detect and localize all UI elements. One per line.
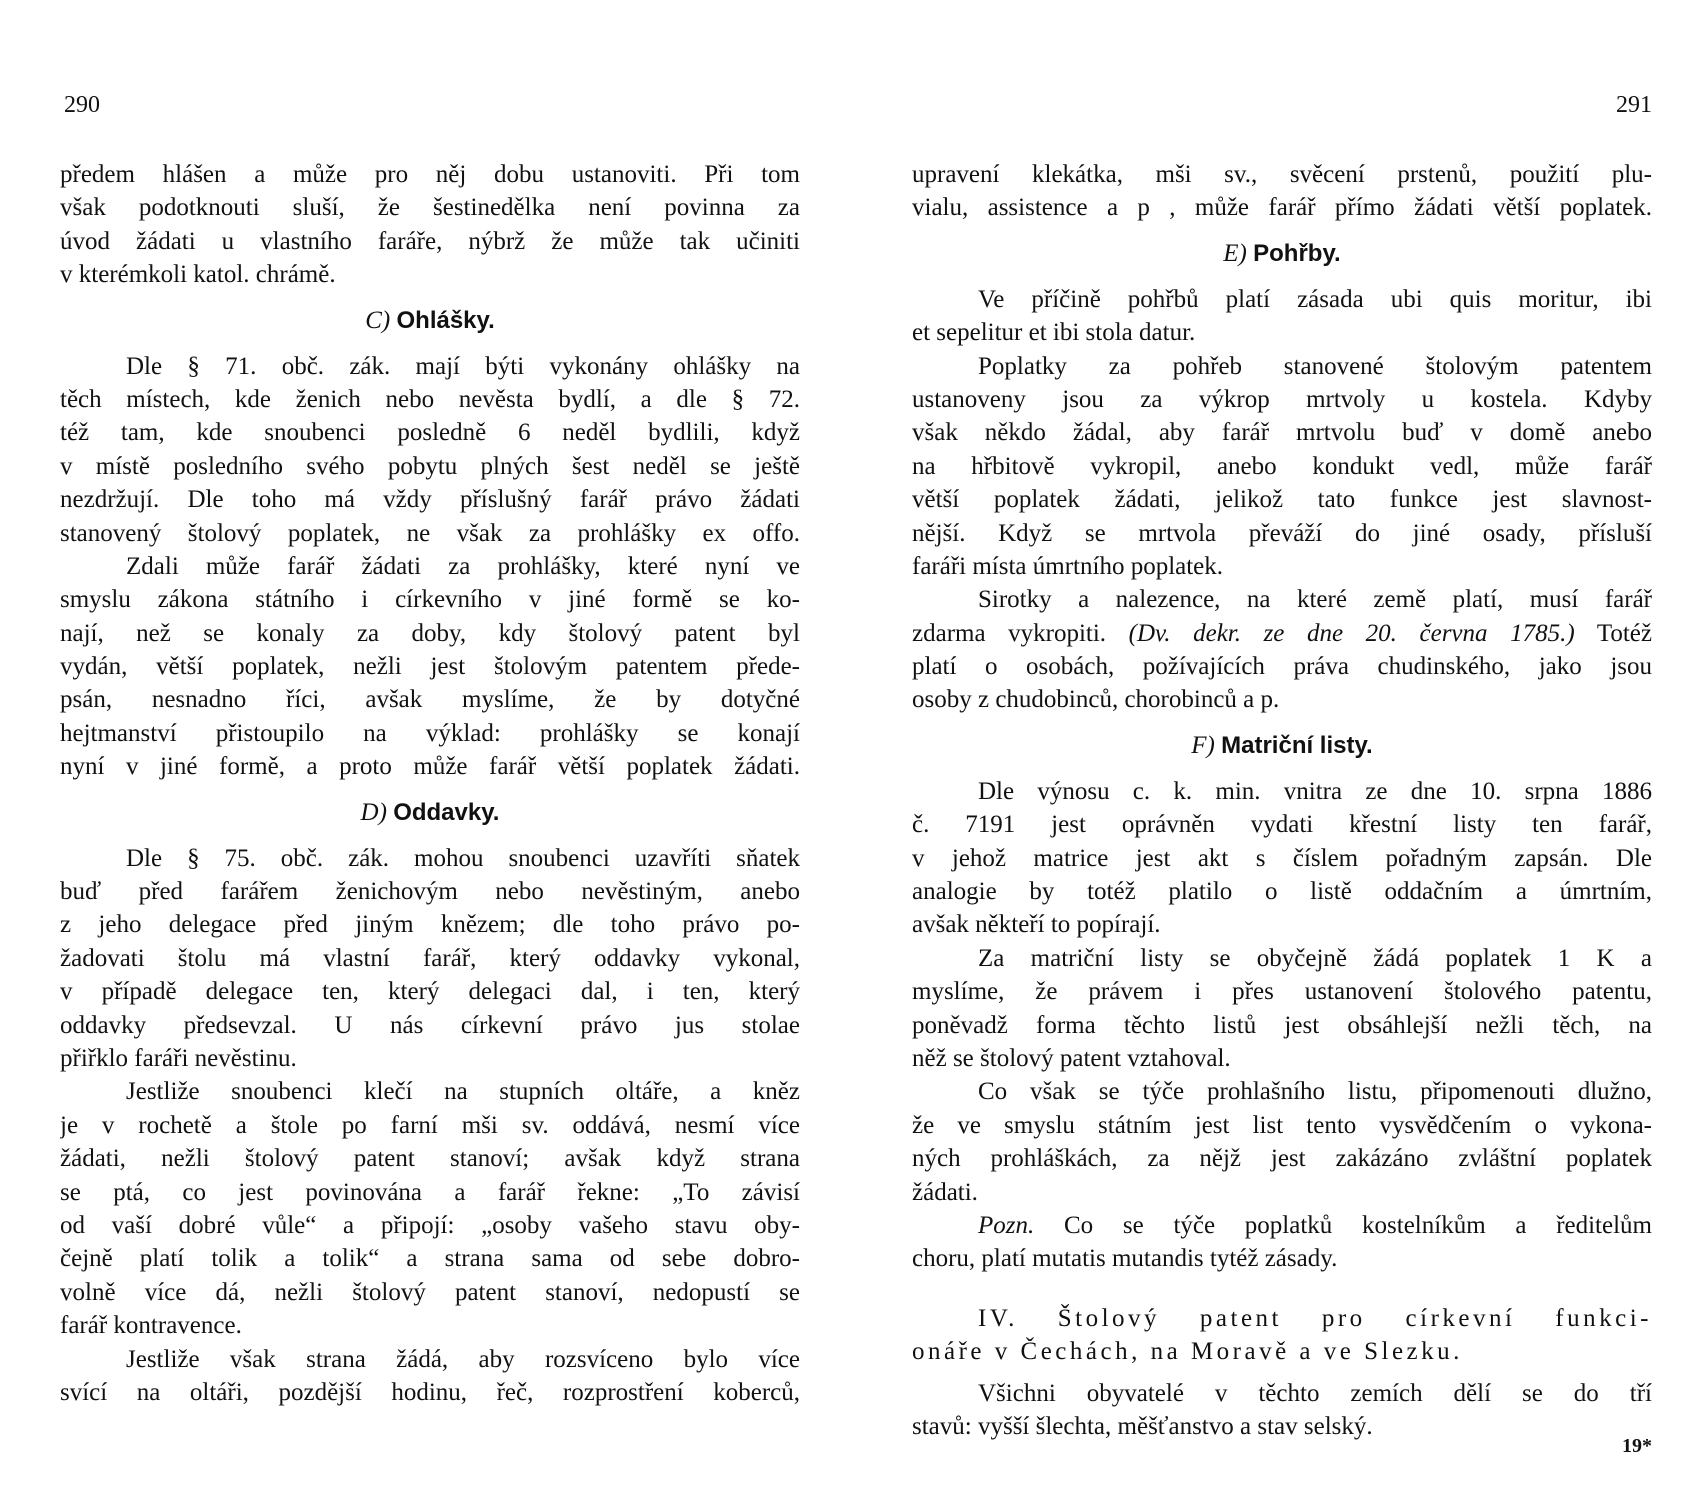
text-line: platí o osobách, požívajících práva chudinského, jako jsou — [912, 653, 1652, 681]
text-line: se ptá, co jest povinována a farář řekne: „To závisí — [60, 1178, 800, 1206]
paragraph — [912, 1209, 1652, 1276]
text-line: že ve smyslu státním jest list tento vysvědčením o vykona- — [912, 1111, 1652, 1139]
paragraph — [912, 775, 1652, 942]
text-line: však podotknouti sluší, že šestinedělka není povinna za — [60, 194, 800, 222]
text-line: upravení klekátka, mši sv., svěcení prstenů, použití plu- — [912, 161, 1652, 188]
section-title: Matriční listy. — [1221, 731, 1373, 759]
text-line: předem hlášen a může pro něj dobu ustanoviti. Při tom — [60, 161, 800, 188]
right-page-text — [912, 158, 1652, 1443]
text-line: Dle § 71. obč. zák. mají býti vykonány ohlášky na — [126, 352, 800, 380]
text-line: od vaší dobré vůle“ a připojí: „osoby vašeho stavu oby- — [60, 1211, 800, 1239]
text-line: Dle výnosu c. k. min. vnitra ze dne 10. srpna 1886 — [978, 777, 1652, 805]
text-line: hejtmanství přistoupilo na výklad: prohlášky se konají — [60, 719, 800, 747]
section-heading-e — [912, 225, 1652, 283]
section-heading-c — [60, 292, 800, 350]
text-line: v kterémkoli katol. chrámě. — [60, 261, 336, 289]
text-line: nyní v jiné formě, a proto může farář větší poplatek žádati. — [60, 753, 800, 781]
text-line: analogie by totéž platilo o listě oddačním a úmrtním, — [912, 878, 1652, 906]
text-line: choru, platí mutatis mutandis tytéž zásady. — [912, 1245, 1338, 1273]
text-line: žádati, nežli štolový patent stanoví; avšak když strana — [60, 1145, 800, 1173]
text-line: Dle § 75. obč. zák. mohou snoubenci uzavříti sňatek — [126, 844, 800, 872]
paragraph — [60, 842, 800, 1076]
paragraph — [60, 350, 800, 550]
section-title: Pohřby. — [1253, 239, 1341, 267]
text-line: onáře v Čechách, na Moravě a ve Slezku. — [912, 1338, 1463, 1366]
left-page-text — [60, 158, 800, 1409]
text-line: stanovený štolový poplatek, ne však za prohlášky ex offo. — [60, 519, 800, 547]
section-letter: D) — [360, 798, 387, 826]
text-line: úvod žádati u vlastního faráře, nýbrž že může tak učiniti — [60, 227, 800, 255]
text-line: v případě delegace ten, který delegaci dal, i ten, který — [60, 978, 800, 1006]
paragraph — [912, 158, 1652, 225]
text-line: svící na oltáři, pozdější hodinu, řeč, rozprostření koberců, — [60, 1378, 800, 1406]
text-line: vialu, assistence a p , může farář přímo žádati větší poplatek. — [912, 194, 1652, 222]
text-line: je v rochetě a štole po farní mši sv. oddává, nesmí více — [60, 1111, 800, 1139]
text-line: Poplatky za pohřeb stanovené štolovým patentem — [978, 352, 1652, 380]
paragraph — [60, 550, 800, 784]
text-line: čejně platí tolik a tolik“ a strana sama od sebe dobro- — [60, 1245, 800, 1273]
text-line: IV. Štolový patent pro církevní funkci- — [978, 1304, 1652, 1332]
section-title: Ohlášky. — [396, 306, 495, 334]
text-line: osoby z chudobinců, chorobinců a p. — [912, 686, 1280, 714]
text-line: Jestliže snoubenci klečí na stupních oltáře, a kněz — [126, 1078, 800, 1106]
text-line: nezdržují. Dle toho má vždy příslušný farář právo žádati — [60, 486, 800, 514]
page-number-left: 290 — [64, 92, 100, 118]
text-span: zdarma vykropiti. — [912, 619, 1129, 647]
text-line: v jehož matrice jest akt s číslem pořadným zapsán. Dle — [912, 844, 1652, 872]
text-line: et sepelitur et ibi stola datur. — [912, 319, 1196, 347]
text-line: ustanoveny jsou za výkrop mrtvoly u kostela. Kdyby — [912, 385, 1652, 413]
text-line — [912, 1209, 1652, 1242]
text-line: nají, než se konaly za doby, kdy štolový patent byl — [60, 619, 800, 647]
text-line: Co však se týče prohlašního listu, připomenouti dlužno, — [978, 1078, 1652, 1106]
text-line: žádati. — [912, 1178, 978, 1206]
section-title: Oddavky. — [393, 798, 500, 826]
spacer — [912, 1276, 1652, 1302]
text-line: avšak někteří to popírají. — [912, 911, 1161, 939]
text-line: ných prohláškách, za nějž jest zakázáno zvláštní poplatek — [912, 1145, 1652, 1173]
paragraph — [912, 283, 1652, 350]
paragraph — [912, 1075, 1652, 1209]
text-line: nější. Když se mrtvola převáží do jiné osady, přísluší — [912, 519, 1652, 547]
text-line: faráři místa úmrtního poplatek. — [912, 552, 1224, 580]
paragraph — [912, 942, 1652, 1076]
section-letter: F) — [1191, 731, 1215, 759]
chapter-heading-iv — [912, 1302, 1652, 1369]
text-line: smyslu zákona státního i církevního v jiné formě se ko- — [60, 586, 800, 614]
text-line: psán, nesnadno říci, avšak myslíme, že by dotyčné — [60, 686, 800, 714]
text-line: Zdali může farář žádati za prohlášky, které nyní ve — [126, 552, 800, 580]
text-line: též tam, kde snoubenci posledně 6 neděl bydlili, když — [60, 419, 800, 447]
text-line: na hřbitově vykropil, anebo kondukt vedl, může farář — [912, 452, 1652, 480]
text-line: Jestliže však strana žádá, aby rozsvíceno bylo více — [126, 1345, 800, 1373]
text-line: č. 7191 jest oprávněn vydati křestní listy ten farář, — [912, 811, 1652, 839]
section-heading-d — [60, 784, 800, 842]
text-line: buď před farářem ženichovým nebo nevěstiným, anebo — [60, 878, 800, 906]
section-letter: C) — [365, 306, 391, 334]
paragraph — [912, 1377, 1652, 1444]
text-line: stavů: vyšší šlechta, měšťanstvo a stav selský. — [912, 1412, 1373, 1440]
decree-reference: (Dv. dekr. ze dne 20. června 1785.) — [1128, 619, 1575, 647]
text-line: z jeho delegace před jiným knězem; dle toho právo po- — [60, 911, 800, 939]
text-line — [912, 617, 1652, 650]
section-letter: E) — [1223, 239, 1247, 267]
text-line: volně více dá, nežli štolový patent stanoví, nedopustí se — [60, 1278, 800, 1306]
text-line: Za matriční listy se obyčejně žádá poplatek 1 K a — [978, 944, 1652, 972]
text-line: těch místech, kde ženich nebo nevěsta bydlí, a dle § 72. — [60, 385, 800, 413]
text-line: žadovati štolu má vlastní farář, který oddavky vykonal, — [60, 944, 800, 972]
paragraph — [60, 1343, 800, 1410]
signature-mark: 19* — [1622, 1435, 1652, 1457]
text-line: poněvadž forma těchto listů jest obsáhlejší nežli těch, na — [912, 1011, 1652, 1039]
text-line: Všichni obyvatelé v těchto zemích dělí se do tří — [978, 1379, 1652, 1407]
paragraph — [912, 583, 1652, 717]
text-line: farář kontravence. — [60, 1312, 242, 1340]
paragraph — [60, 1075, 800, 1342]
text-line: však někdo žádal, aby farář mrtvolu buď v domě anebo — [912, 419, 1652, 447]
paragraph — [912, 350, 1652, 584]
text-line: Ve příčině pohřbů platí zásada ubi quis moritur, ibi — [978, 285, 1652, 313]
text-span: Totéž — [1574, 619, 1652, 647]
text-line: vydán, větší poplatek, nežli jest štolovým patentem přede- — [60, 653, 800, 681]
text-line: v místě posledního svého pobytu plných šest neděl se ještě — [60, 452, 800, 480]
text-span: Co se týče poplatků kostelníkům a ředitelům — [1034, 1211, 1652, 1239]
page-number-right: 291 — [1616, 92, 1652, 118]
text-line: přiřklo faráři nevěstinu. — [60, 1044, 297, 1072]
paragraph — [60, 158, 800, 292]
text-line: něž se štolový patent vztahoval. — [912, 1044, 1231, 1072]
note-label: Pozn. — [978, 1211, 1035, 1239]
text-line: myslíme, že právem i přes ustanovení štolového patentu, — [912, 978, 1652, 1006]
text-line: větší poplatek žádati, jelikož tato funkce jest slavnost- — [912, 486, 1652, 514]
section-heading-f — [912, 717, 1652, 775]
text-line: Sirotky a nalezence, na které země platí, musí farář — [978, 586, 1652, 614]
text-line: oddavky předsevzal. U nás církevní právo jus stolae — [60, 1011, 800, 1039]
